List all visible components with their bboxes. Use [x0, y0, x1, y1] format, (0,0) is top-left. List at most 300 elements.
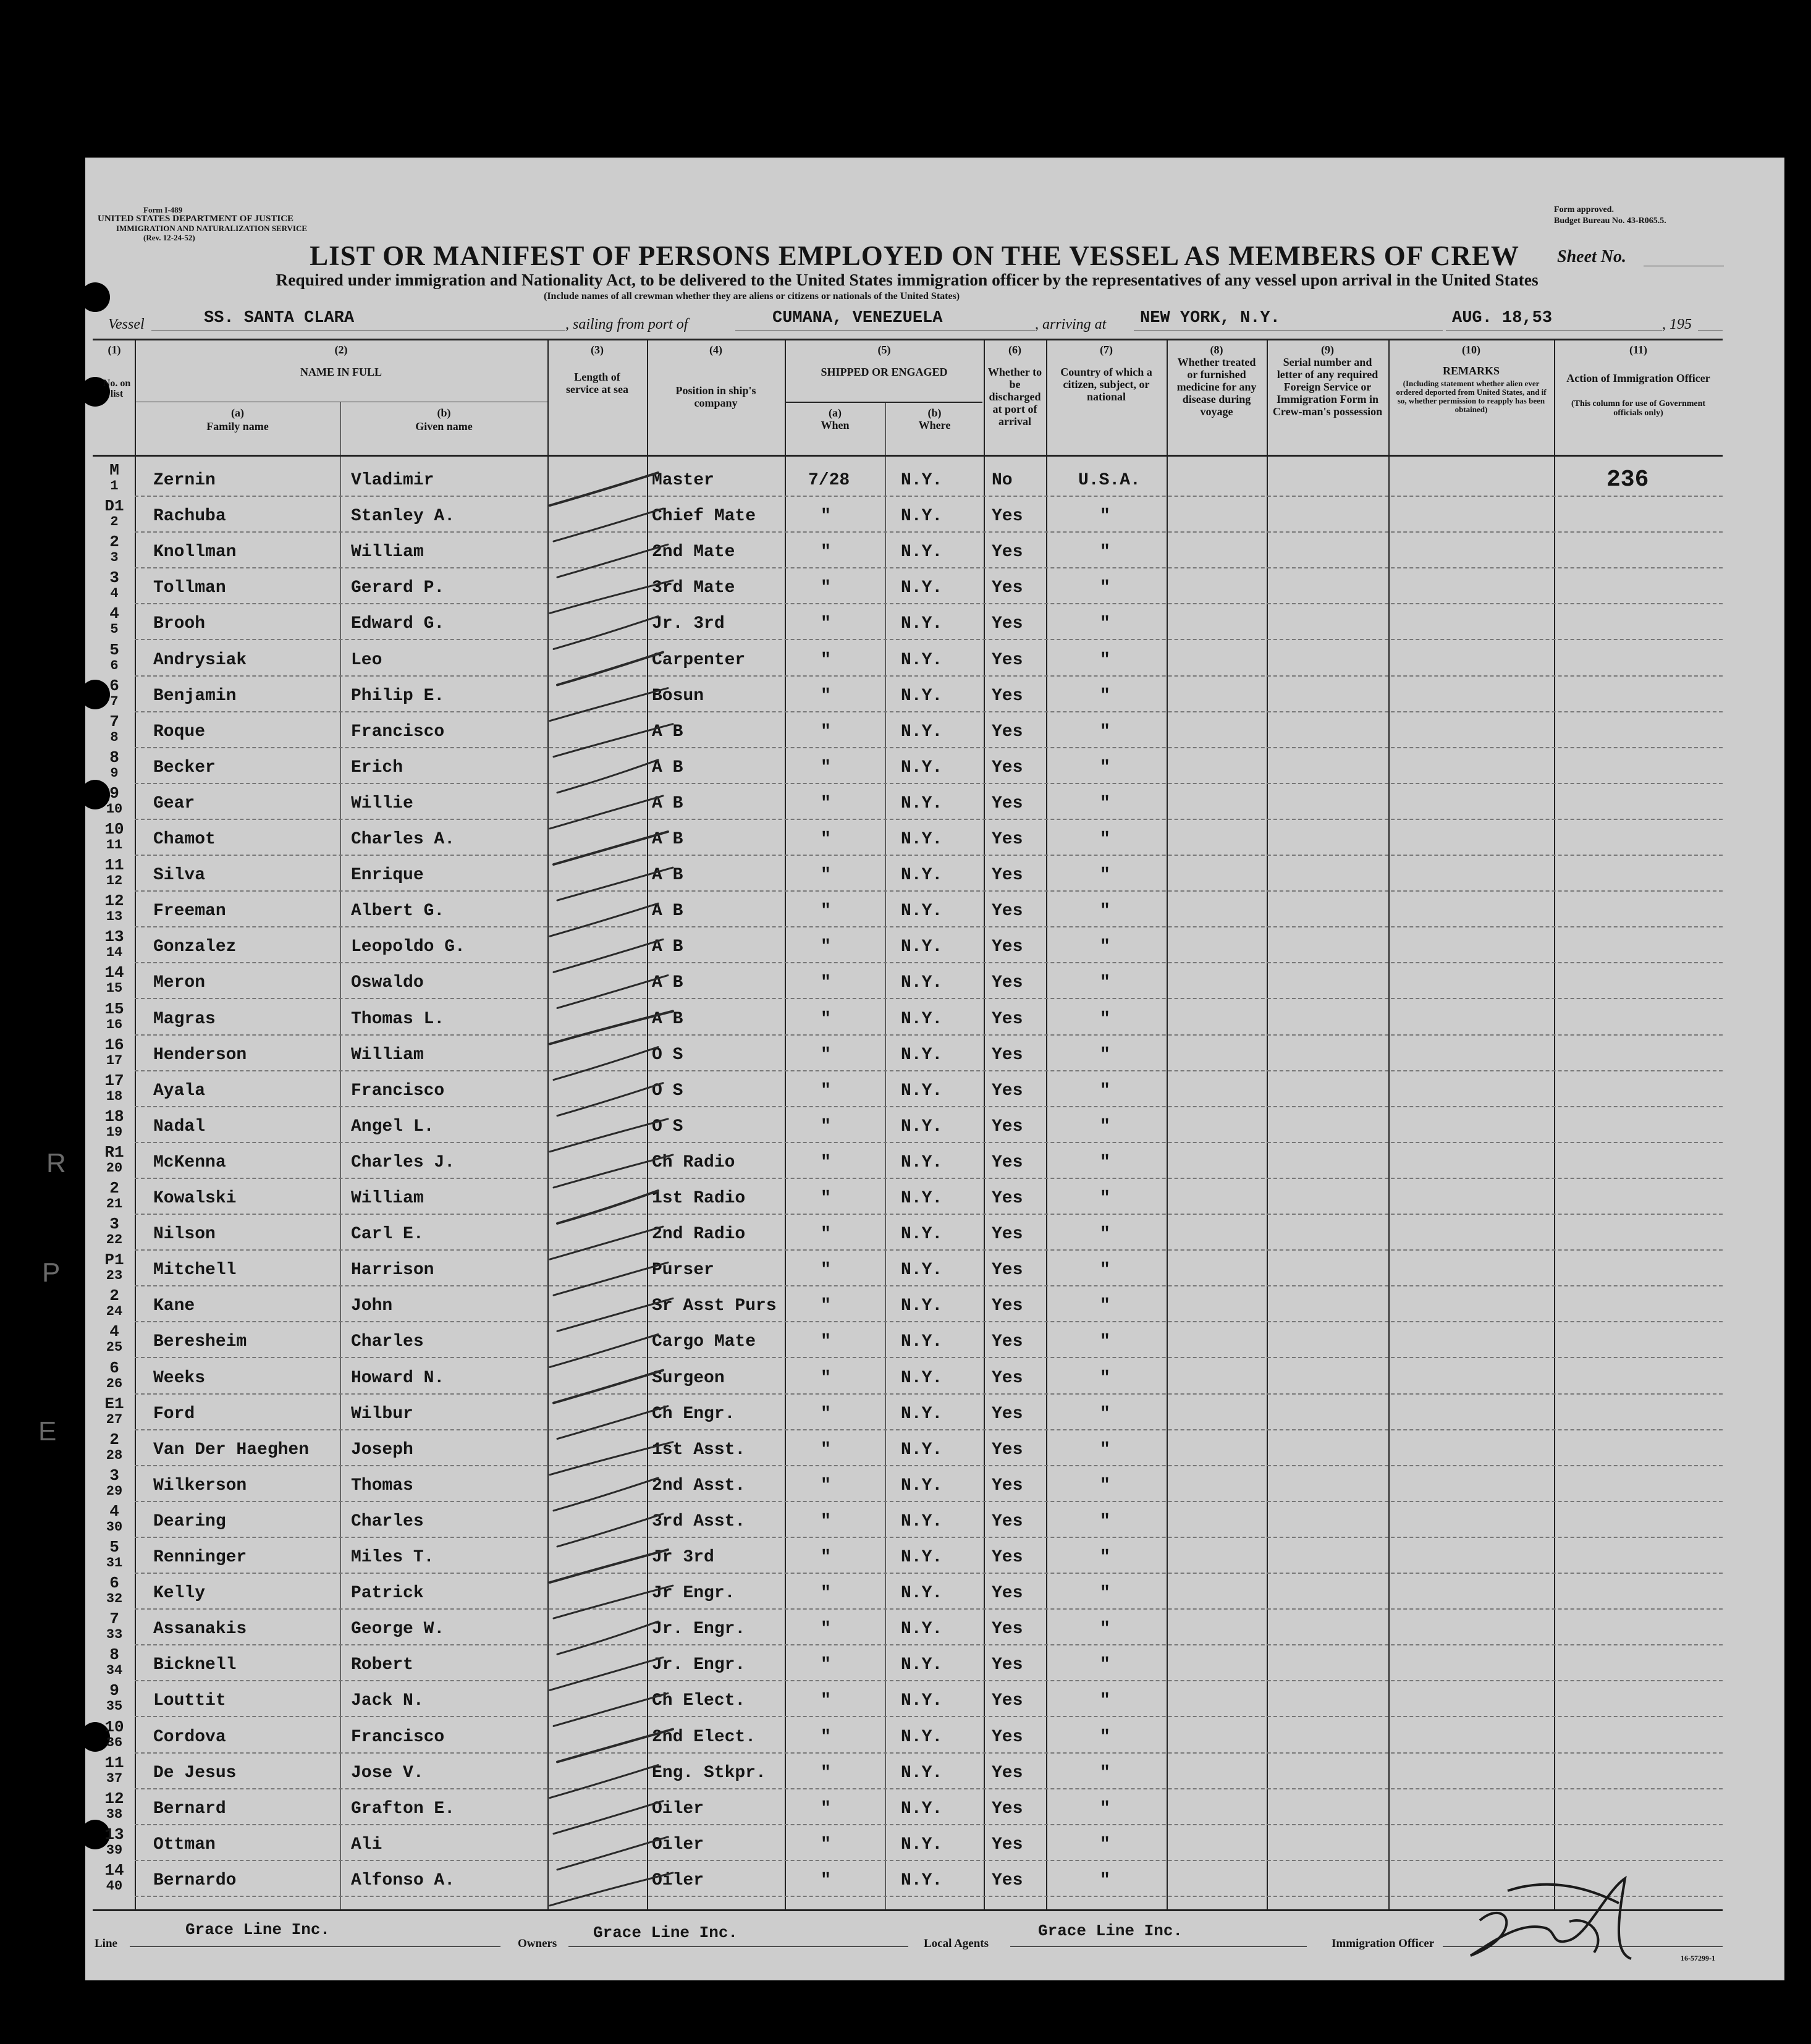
- line-label: Line: [95, 1937, 117, 1950]
- shipped-where: N.Y.: [901, 793, 943, 813]
- shipped-when: ": [821, 902, 831, 921]
- vessel-label: Vessel: [108, 316, 145, 332]
- given-name: Erich: [351, 758, 403, 777]
- row-number: 38: [106, 1806, 123, 1822]
- discharged: Yes: [992, 1691, 1023, 1711]
- discharged: Yes: [992, 1404, 1023, 1424]
- shipped-where: N.Y.: [901, 1368, 943, 1388]
- row-group-tag: D1: [104, 497, 124, 516]
- row-number: 13: [106, 909, 123, 925]
- row-number: 21: [106, 1196, 123, 1212]
- shipped-when: ": [821, 758, 831, 777]
- shipped-when: ": [821, 1763, 831, 1783]
- family-name: Knollman: [153, 543, 237, 562]
- given-name: Carl E.: [351, 1225, 424, 1244]
- shipped-where: N.Y.: [901, 578, 943, 598]
- pencil-check-mark: [557, 1406, 668, 1439]
- col-where-header: Where: [918, 419, 951, 431]
- col-remarks-note: (Including statement whether alien ever ordered deported from United States, and if so, whether permission to reapply has been obtained): [1396, 379, 1547, 414]
- shipped-when: ": [821, 1152, 831, 1172]
- position: Jr Engr.: [652, 1584, 735, 1603]
- given-name: William: [351, 1189, 424, 1208]
- given-name: Leopoldo G.: [351, 937, 465, 957]
- row-group-tag: 6: [109, 1358, 119, 1377]
- row-group-tag: 13: [104, 927, 124, 947]
- row-number: 6: [110, 657, 119, 674]
- family-name: Van Der Haeghen: [153, 1440, 310, 1459]
- country: ": [1100, 1332, 1110, 1352]
- country: ": [1100, 1225, 1110, 1244]
- country: ": [1100, 1655, 1110, 1675]
- line-company: Grace Line Inc.: [185, 1920, 331, 1939]
- pencil-check-mark: [550, 1119, 668, 1152]
- shipped-when: 7/28: [808, 471, 850, 490]
- position: A B: [652, 973, 683, 993]
- shipped-when: ": [821, 1296, 831, 1316]
- given-name: Angel L.: [351, 1117, 434, 1136]
- family-name: Kane: [153, 1296, 195, 1316]
- pencil-check-mark: [557, 1729, 673, 1762]
- shipped-when: ": [821, 1332, 831, 1352]
- col-medicine-header: Whether treated or furnished medicine for any disease during voyage: [1176, 356, 1257, 418]
- departure-port: CUMANA, VENEZUELA: [772, 309, 943, 327]
- row-group-tag: 10: [104, 820, 124, 838]
- country: ": [1100, 902, 1110, 921]
- given-name: Oswaldo: [351, 973, 424, 993]
- given-name: Charles J.: [351, 1152, 455, 1172]
- family-name: Tollman: [153, 578, 226, 598]
- revision: (Rev. 12-24-52): [143, 233, 195, 242]
- pencil-check-mark: [550, 1442, 673, 1475]
- position: Jr. 3rd: [652, 614, 725, 634]
- col-remarks-header: REMARKS: [1442, 365, 1500, 377]
- shipped-where: N.Y.: [901, 1152, 943, 1172]
- position: Jr 3rd: [652, 1548, 714, 1567]
- shipped-where: N.Y.: [901, 507, 943, 526]
- family-name: Nilson: [153, 1225, 216, 1244]
- discharged: Yes: [992, 1152, 1023, 1172]
- shipped-where: N.Y.: [901, 937, 943, 957]
- shipped-where: N.Y.: [901, 650, 943, 670]
- row-group-tag: 9: [109, 1681, 119, 1700]
- family-name: Mitchell: [153, 1261, 237, 1280]
- row-number: 11: [106, 837, 123, 853]
- row-group-tag: 15: [104, 999, 124, 1018]
- shipped-when: ": [821, 1620, 831, 1639]
- row-number: 26: [106, 1375, 123, 1392]
- given-name: Alfonso A.: [351, 1870, 455, 1890]
- discharged: Yes: [992, 1081, 1023, 1100]
- margin-mark: E: [38, 1416, 57, 1446]
- family-name: Nadal: [153, 1117, 206, 1136]
- country: ": [1100, 973, 1110, 993]
- position: 1st Asst.: [652, 1440, 746, 1459]
- row-group-tag: R1: [104, 1142, 124, 1162]
- row-number: 2: [110, 514, 119, 530]
- row-group-tag: 16: [104, 1035, 124, 1054]
- given-name: Albert G.: [351, 902, 445, 921]
- shipped-where: N.Y.: [901, 1835, 943, 1854]
- family-name: Silva: [153, 866, 206, 885]
- row-group-tag: 2: [109, 1179, 119, 1197]
- position: Purser: [652, 1261, 714, 1280]
- given-name: George W.: [351, 1620, 445, 1639]
- row-number: 33: [106, 1627, 123, 1643]
- shipped-where: N.Y.: [901, 543, 943, 562]
- row-group-tag: 8: [109, 748, 119, 767]
- shipped-where: N.Y.: [901, 902, 943, 921]
- shipped-when: ": [821, 1727, 831, 1747]
- row-number: 4: [110, 586, 119, 602]
- col-medicine-number: (8): [1210, 344, 1223, 356]
- col-position-header: Position in ship's company: [675, 384, 756, 409]
- family-name: Ford: [153, 1404, 195, 1424]
- position: 3rd Mate: [652, 578, 735, 598]
- margin-mark: P: [42, 1257, 61, 1288]
- given-name: Miles T.: [351, 1548, 434, 1567]
- discharged: Yes: [992, 973, 1023, 993]
- row-group-tag: 8: [109, 1645, 119, 1665]
- row-group-tag: 5: [109, 1538, 119, 1556]
- country: ": [1100, 1189, 1110, 1208]
- col-family-letter: (a): [231, 407, 244, 419]
- arriving-label: , arriving at: [1035, 316, 1107, 332]
- country: ": [1100, 722, 1110, 741]
- given-name: Grafton E.: [351, 1799, 455, 1818]
- row-number: 7: [110, 693, 119, 709]
- row-number: 8: [110, 729, 119, 745]
- country: ": [1100, 1117, 1110, 1136]
- pencil-check-mark: [550, 903, 658, 936]
- given-name: Joseph: [351, 1440, 413, 1459]
- discharged: Yes: [992, 1261, 1023, 1280]
- country: ": [1100, 793, 1110, 813]
- form-approved: Form approved.: [1554, 205, 1614, 214]
- shipped-where: N.Y.: [901, 1440, 943, 1459]
- row-number: 9: [110, 765, 119, 781]
- row-group-tag: 2: [109, 1430, 119, 1449]
- given-name: Patrick: [351, 1584, 424, 1603]
- budget-bureau: Budget Bureau No. 43-R065.5.: [1554, 216, 1666, 226]
- family-name: Rachuba: [153, 507, 226, 526]
- pencil-check-mark: [557, 975, 668, 1008]
- position: A B: [652, 722, 683, 741]
- country: ": [1100, 1045, 1110, 1065]
- shipped-when: ": [821, 578, 831, 598]
- col-discharged-number: (6): [1008, 344, 1021, 356]
- pencil-check-mark: [557, 1514, 663, 1547]
- given-name: Leo: [351, 650, 382, 670]
- discharged: Yes: [992, 1476, 1023, 1495]
- row-group-tag: 12: [104, 1789, 124, 1808]
- col-shipped-header: SHIPPED OR ENGAGED: [821, 366, 948, 378]
- row-number: 40: [106, 1878, 123, 1894]
- owners-company: Grace Line Inc.: [593, 1924, 738, 1942]
- country: ": [1100, 1548, 1110, 1567]
- col-position-number: (4): [709, 344, 722, 356]
- row-group-tag: 3: [109, 568, 119, 588]
- given-name: John: [351, 1296, 393, 1316]
- pencil-check-mark: [554, 509, 663, 541]
- position: 2nd Mate: [652, 543, 735, 562]
- col-given-letter: (b): [437, 407, 451, 419]
- col-given-header: Given name: [415, 420, 473, 433]
- row-number: 31: [106, 1555, 123, 1571]
- row-number: 14: [106, 945, 123, 961]
- shipped-when: ": [821, 830, 831, 849]
- family-name: Freeman: [153, 902, 226, 921]
- pencil-check-mark: [554, 1262, 668, 1295]
- position: 1st Radio: [652, 1189, 746, 1208]
- family-name: Cordova: [153, 1727, 226, 1747]
- discharged: Yes: [992, 902, 1023, 921]
- position: O S: [652, 1081, 683, 1100]
- discharged: Yes: [992, 1368, 1023, 1388]
- country: ": [1100, 937, 1110, 957]
- country: ": [1100, 1620, 1110, 1639]
- given-name: Francisco: [351, 1727, 445, 1747]
- family-name: Beresheim: [153, 1332, 247, 1352]
- shipped-when: ": [821, 1368, 831, 1388]
- shipped-when: ": [821, 1225, 831, 1244]
- pencil-check-mark: [550, 1550, 668, 1582]
- position: A B: [652, 758, 683, 777]
- row-group-tag: M: [109, 461, 119, 479]
- col-discharged-header: Whether to be discharged at port of arrival: [987, 366, 1042, 428]
- shipped-when: ": [821, 1045, 831, 1065]
- given-name: Charles A.: [351, 830, 455, 849]
- shipped-when: ": [821, 1261, 831, 1280]
- discharged: Yes: [992, 1870, 1023, 1890]
- family-name: Bernardo: [153, 1870, 237, 1890]
- given-name: Edward G.: [351, 614, 445, 634]
- pencil-check-mark: [550, 1227, 663, 1259]
- country: ": [1100, 1870, 1110, 1890]
- shipped-where: N.Y.: [901, 1225, 943, 1244]
- pencil-check-mark: [554, 1586, 673, 1618]
- pencil-check-mark: [554, 1047, 658, 1080]
- form-number: Form I-489: [143, 205, 183, 214]
- shipped-where: N.Y.: [901, 1189, 943, 1208]
- position: Jr. Engr.: [652, 1655, 746, 1675]
- given-name: Vladimir: [351, 471, 434, 490]
- position: A B: [652, 793, 683, 813]
- row-number: 5: [110, 622, 119, 638]
- family-name: Benjamin: [153, 686, 237, 706]
- shipped-where: N.Y.: [901, 1655, 943, 1675]
- position: Jr. Engr.: [652, 1620, 746, 1639]
- col-name-header: NAME IN FULL: [300, 366, 382, 378]
- given-name: Francisco: [351, 1081, 445, 1100]
- given-name: Enrique: [351, 866, 424, 885]
- country: ": [1100, 1584, 1110, 1603]
- col-remarks-number: (10): [1462, 344, 1480, 356]
- family-name: Dearing: [153, 1511, 226, 1531]
- pencil-check-mark: [554, 724, 673, 757]
- col-action-header: Action of Immigration Officer: [1566, 372, 1710, 384]
- col-no-number: (1): [108, 344, 121, 356]
- family-name: Wilkerson: [153, 1476, 247, 1495]
- family-name: Chamot: [153, 830, 216, 849]
- shipped-where: N.Y.: [901, 758, 943, 777]
- shipped-when: ": [821, 1081, 831, 1100]
- row-group-tag: 2: [109, 533, 119, 552]
- family-name: Zernin: [153, 471, 216, 490]
- discharged: Yes: [992, 614, 1023, 634]
- shipped-when: ": [821, 1691, 831, 1711]
- row-group-tag: 6: [109, 676, 119, 695]
- pencil-check-mark: [557, 1298, 673, 1331]
- position: Oiler: [652, 1835, 704, 1854]
- pencil-check-mark: [554, 939, 663, 972]
- given-name: Philip E.: [351, 686, 445, 706]
- position: A B: [652, 937, 683, 957]
- row-number: 22: [106, 1232, 123, 1248]
- discharged: Yes: [992, 1225, 1023, 1244]
- family-name: Bicknell: [153, 1655, 237, 1675]
- pencil-check-mark: [550, 1657, 663, 1690]
- position: Oiler: [652, 1799, 704, 1818]
- shipped-when: ": [821, 1440, 831, 1459]
- country: ": [1100, 758, 1110, 777]
- row-number: 34: [106, 1663, 123, 1679]
- country: ": [1100, 1835, 1110, 1854]
- discharged: Yes: [992, 793, 1023, 813]
- discharged: Yes: [992, 1584, 1023, 1603]
- shipped-when: ": [821, 1584, 831, 1603]
- shipped-where: N.Y.: [901, 1045, 943, 1065]
- discharged: Yes: [992, 578, 1023, 598]
- row-group-tag: 3: [109, 1466, 119, 1485]
- country: ": [1100, 543, 1110, 562]
- shipped-when: ": [821, 1476, 831, 1495]
- shipped-where: N.Y.: [901, 1296, 943, 1316]
- country: ": [1100, 507, 1110, 526]
- discharged: Yes: [992, 1332, 1023, 1352]
- margin-mark: R: [46, 1148, 66, 1178]
- vessel-name: SS. SANTA CLARA: [204, 309, 355, 327]
- shipped-when: ": [821, 1511, 831, 1531]
- row-number: 18: [106, 1088, 123, 1104]
- discharged: Yes: [992, 1620, 1023, 1639]
- family-name: McKenna: [153, 1152, 226, 1172]
- pencil-check-mark: [550, 1011, 673, 1044]
- position: Oiler: [652, 1870, 704, 1890]
- pencil-check-mark: [550, 1873, 673, 1906]
- shipped-when: ": [821, 1655, 831, 1675]
- given-name: Jose V.: [351, 1763, 424, 1783]
- position: Master: [652, 471, 714, 490]
- row-number: 19: [106, 1124, 123, 1140]
- country: ": [1100, 1476, 1110, 1495]
- shipped-where: N.Y.: [901, 1691, 943, 1711]
- shipped-where: N.Y.: [901, 1404, 943, 1424]
- family-name: Bernard: [153, 1799, 226, 1818]
- position: Ch Elect.: [652, 1691, 746, 1711]
- col-where-letter: (b): [927, 407, 942, 419]
- row-number: 32: [106, 1591, 123, 1607]
- country: ": [1100, 1440, 1110, 1459]
- shipped-where: N.Y.: [901, 614, 943, 634]
- shipped-when: ": [821, 507, 831, 526]
- given-name: Gerard P.: [351, 578, 445, 598]
- shipped-when: ": [821, 543, 831, 562]
- family-name: Gonzalez: [153, 937, 237, 957]
- shipped-when: ": [821, 1870, 831, 1890]
- row-group-tag: 14: [104, 1860, 124, 1880]
- row-group-tag: 11: [104, 1753, 124, 1772]
- position: Surgeon: [652, 1368, 725, 1388]
- row-group-tag: 4: [109, 1322, 119, 1341]
- col-action-note: (This column for use of Government officials only): [1571, 399, 1706, 418]
- row-group-tag: 14: [104, 963, 124, 982]
- shipped-where: N.Y.: [901, 1009, 943, 1029]
- family-name: Kowalski: [153, 1189, 237, 1208]
- shipped-where: N.Y.: [901, 722, 943, 741]
- discharged: Yes: [992, 543, 1023, 562]
- family-name: Brooh: [153, 614, 206, 634]
- country: ": [1100, 1152, 1110, 1172]
- requirement-text: Required under immigration and Nationality Act, to be delivered to the United States immigration officer by the representatives of any vessel upon arrival in the United States: [276, 270, 1539, 289]
- row-number: 30: [106, 1519, 123, 1535]
- pencil-check-mark: [550, 1334, 658, 1367]
- department: UNITED STATES DEPARTMENT OF JUSTICE: [98, 214, 294, 224]
- row-group-tag: 4: [109, 604, 119, 623]
- shipped-when: ": [821, 937, 831, 957]
- family-name: Assanakis: [153, 1620, 247, 1639]
- sheet-number-label: Sheet No.: [1557, 247, 1626, 266]
- discharged: Yes: [992, 1296, 1023, 1316]
- row-group-tag: 3: [109, 1215, 119, 1234]
- shipped-where: N.Y.: [901, 1584, 943, 1603]
- shipped-where: N.Y.: [901, 1081, 943, 1100]
- given-name: Ali: [351, 1835, 382, 1854]
- row-group-tag: 12: [104, 892, 124, 911]
- col-country-header: Country of which a citizen, subject, or national: [1060, 366, 1152, 403]
- family-name: Ottman: [153, 1835, 216, 1854]
- shipped-where: N.Y.: [901, 1261, 943, 1280]
- given-name: Robert: [351, 1655, 413, 1675]
- shipped-when: ": [821, 722, 831, 741]
- include-note: (Include names of all crewman whether they are aliens or citizens or nationals of the United States): [544, 291, 960, 302]
- pencil-check-mark: [550, 473, 658, 505]
- position: 2nd Radio: [652, 1225, 746, 1244]
- shipped-where: N.Y.: [901, 686, 943, 706]
- position: A B: [652, 1009, 683, 1029]
- family-name: Renninger: [153, 1548, 247, 1567]
- col-name-number: (2): [334, 344, 348, 356]
- pencil-check-mark: [550, 688, 668, 721]
- shipped-where: N.Y.: [901, 1870, 943, 1890]
- discharged: Yes: [992, 866, 1023, 885]
- discharged: Yes: [992, 722, 1023, 741]
- shipped-where: N.Y.: [901, 1799, 943, 1818]
- given-name: William: [351, 1045, 424, 1065]
- row-number: 17: [106, 1052, 123, 1068]
- position: Ch Engr.: [652, 1404, 735, 1424]
- country: ": [1100, 686, 1110, 706]
- country: ": [1100, 866, 1110, 885]
- col-serial-number: (9): [1321, 344, 1334, 356]
- position: 3rd Asst.: [652, 1511, 746, 1531]
- given-name: Charles: [351, 1511, 424, 1531]
- shipped-when: ": [821, 1117, 831, 1136]
- row-number: 12: [106, 873, 123, 889]
- discharged: Yes: [992, 1763, 1023, 1783]
- family-name: Roque: [153, 722, 206, 741]
- pencil-check-mark: [554, 616, 658, 649]
- pencil-check-mark: [557, 1621, 658, 1654]
